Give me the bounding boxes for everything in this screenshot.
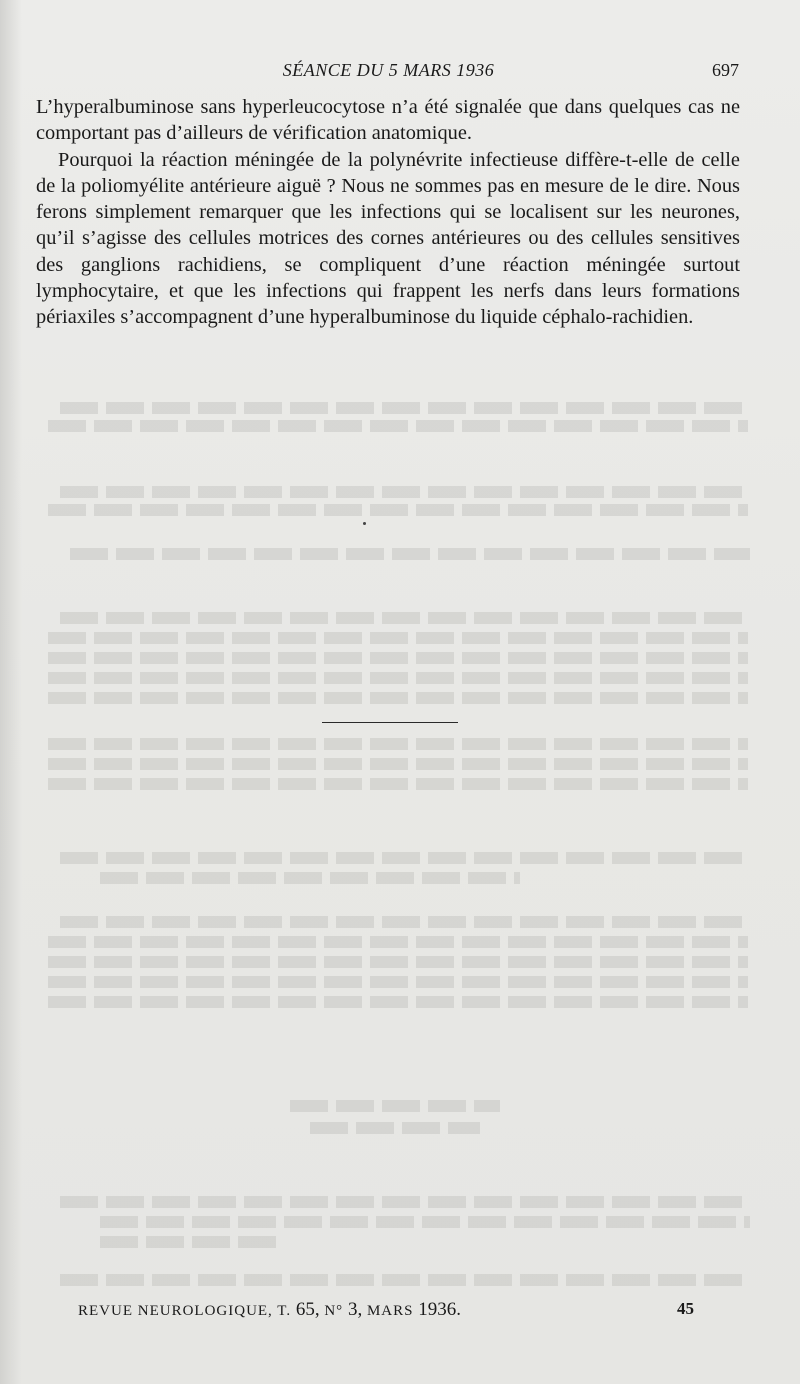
show-through-line <box>48 504 748 516</box>
show-through-line <box>60 612 750 624</box>
show-through-line <box>48 778 748 790</box>
section-divider-rule <box>322 722 458 723</box>
paragraph: Pourquoi la réaction méningée de la polynévrite infectieuse diffère-t-elle de celle de la poliomyélite antérieure aiguë ? Nous ne sommes pas en mesure de le dire. Nous ferons simplement remarquer que les infections qui se localisent sur les neurones, qu’il s’agisse des cellules motrices des cornes antérieures ou des cellules sensitives des ganglions rachidiens, se compliquent d’une réaction méningée surtout lymphocytaire, et que les infections qui frappent les nerfs dans leurs formations périaxiles s’accompagnent d’une hyperalbuminose du liquide céphalo-rachidien. <box>36 148 740 329</box>
show-through-line <box>100 1236 280 1248</box>
journal-signature <box>78 1299 461 1321</box>
running-title: SÉANCE DU 5 MARS 1936 <box>282 60 495 80</box>
show-through-line <box>60 1274 750 1286</box>
printer-signature-mark: 45 <box>677 1299 694 1318</box>
show-through-line <box>60 486 750 498</box>
issue-label: N° <box>324 1303 344 1319</box>
journal-title: REVUE NEUROLOGIQUE, T. <box>78 1303 292 1319</box>
journal-volume: 65, <box>295 1299 320 1320</box>
show-through-line <box>48 738 748 750</box>
show-through-line <box>100 872 520 884</box>
issue-year: 1936. <box>418 1299 461 1320</box>
paragraph: L’hyperalbuminose sans hyperleucocytose n’a été signalée que dans quelques cas ne comportant pas d’ailleurs de vérification anatomique. <box>36 96 740 145</box>
running-header <box>36 60 741 84</box>
show-through-line <box>48 632 748 644</box>
show-through-line <box>60 916 750 928</box>
show-through-line <box>48 758 748 770</box>
show-through-line <box>60 852 750 864</box>
show-through-line <box>60 1196 750 1208</box>
show-through-line <box>48 692 748 704</box>
page-footer <box>36 1299 740 1323</box>
show-through-line <box>48 976 748 988</box>
show-through-line <box>48 652 748 664</box>
issue-month: MARS <box>366 1303 414 1319</box>
page-edge-shadow <box>0 0 22 1384</box>
article-body <box>36 94 740 331</box>
show-through-line <box>48 672 748 684</box>
stray-mark <box>363 522 366 525</box>
show-through-line <box>48 420 748 432</box>
journal-issue: 3, <box>347 1299 363 1320</box>
show-through-line <box>48 996 748 1008</box>
show-through-line <box>48 936 748 948</box>
page-number: 697 <box>712 60 739 80</box>
show-through-line <box>290 1100 500 1112</box>
show-through-line <box>70 548 750 560</box>
show-through-line <box>310 1122 480 1134</box>
show-through-line <box>100 1216 750 1228</box>
show-through-line <box>48 956 748 968</box>
show-through-line <box>60 402 750 414</box>
